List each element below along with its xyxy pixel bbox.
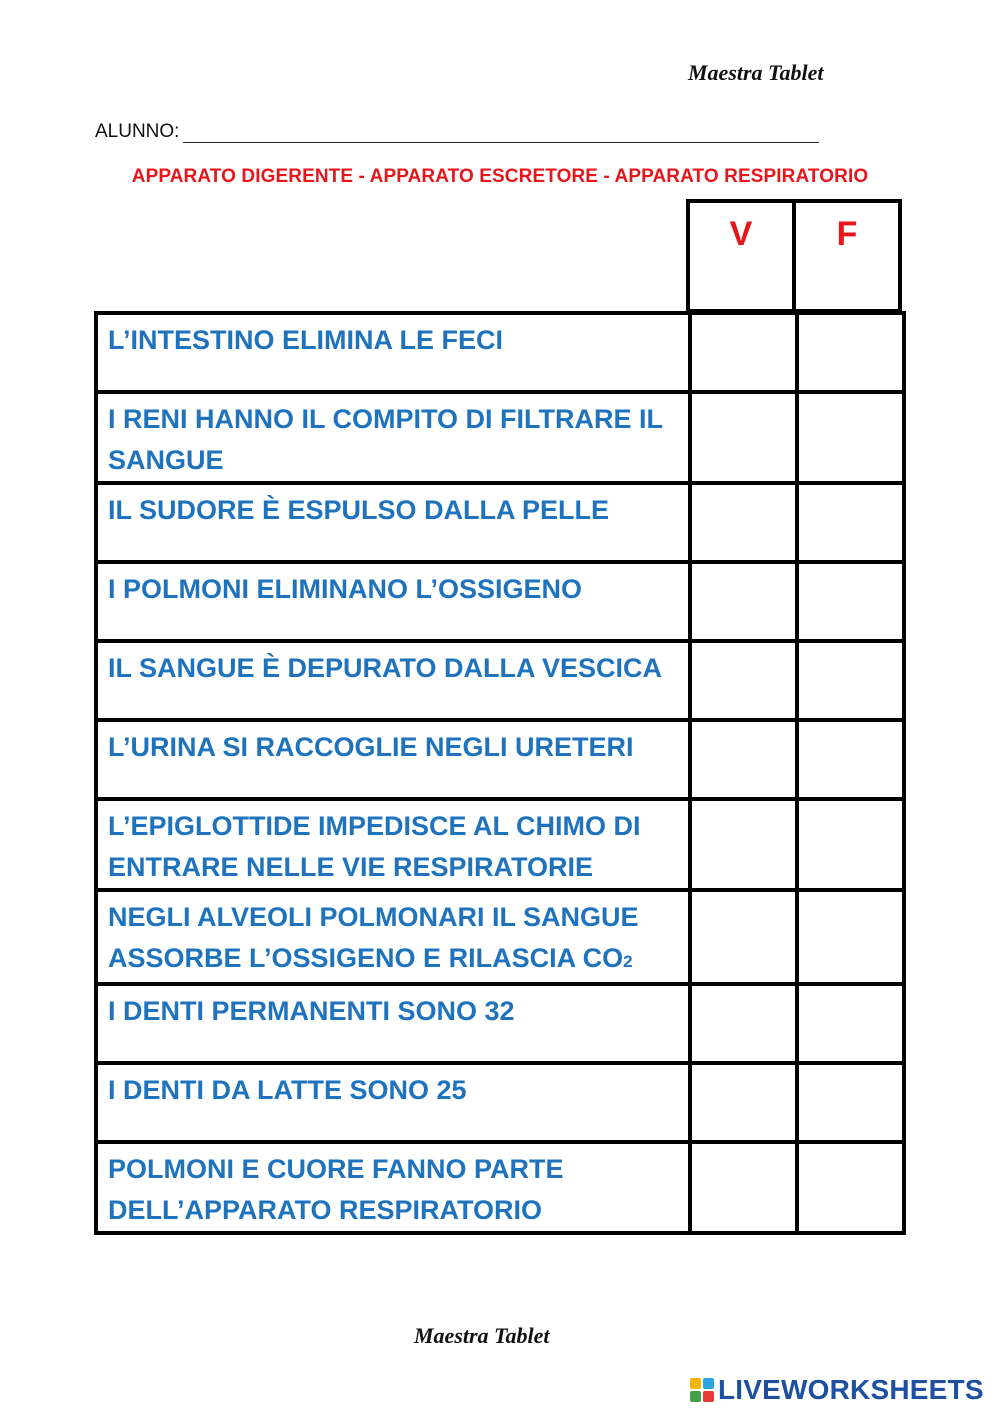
statement-text: NEGLI ALVEOLI POLMONARI IL SANGUE ASSORBE L’OSSIGENO E RILASCIA CO <box>108 902 639 973</box>
answer-true-cell[interactable] <box>690 641 797 720</box>
answer-false-cell[interactable] <box>797 890 904 984</box>
table-row <box>96 641 904 720</box>
co2-subscript: 2 <box>623 952 633 971</box>
answer-false-cell[interactable] <box>797 1142 904 1233</box>
statement-text: L’EPIGLOTTIDE IMPEDISCE AL CHIMO DI ENTRARE NELLE VIE RESPIRATORIE <box>96 799 690 890</box>
true-false-table <box>94 311 906 1235</box>
statement-text: L’URINA SI RACCOGLIE NEGLI URETERI <box>96 720 690 799</box>
answer-false-cell[interactable] <box>797 313 904 392</box>
answer-false-cell[interactable] <box>797 720 904 799</box>
table-row <box>96 313 904 392</box>
false-header: F <box>792 203 898 309</box>
brand-header: Maestra Tablet <box>688 60 824 85</box>
statement-text: I DENTI PERMANENTI SONO 32 <box>96 984 690 1063</box>
student-name-blank[interactable] <box>183 124 819 143</box>
answer-true-cell[interactable] <box>690 562 797 641</box>
answer-true-cell[interactable] <box>690 799 797 890</box>
table-row <box>96 799 904 890</box>
table-row <box>96 984 904 1063</box>
liveworksheets-logo-icon <box>690 1378 714 1402</box>
answer-true-cell[interactable] <box>690 1142 797 1233</box>
statement-text: POLMONI E CUORE FANNO PARTE DELL’APPARATO RESPIRATORIO <box>96 1142 690 1233</box>
table-row <box>96 392 904 483</box>
true-false-header <box>686 199 902 313</box>
statement-text: I DENTI DA LATTE SONO 25 <box>96 1063 690 1142</box>
answer-false-cell[interactable] <box>797 392 904 483</box>
table-row <box>96 483 904 562</box>
table-row <box>96 562 904 641</box>
answer-true-cell[interactable] <box>690 720 797 799</box>
statement-text: IL SUDORE È ESPULSO DALLA PELLE <box>96 483 690 562</box>
statement-text: I RENI HANNO IL COMPITO DI FILTRARE IL SANGUE <box>96 392 690 483</box>
student-label: ALUNNO: <box>95 121 180 142</box>
answer-false-cell[interactable] <box>797 1063 904 1142</box>
answer-true-cell[interactable] <box>690 890 797 984</box>
answer-false-cell[interactable] <box>797 483 904 562</box>
answer-true-cell[interactable] <box>690 392 797 483</box>
statement-text: IL SANGUE È DEPURATO DALLA VESCICA <box>96 641 690 720</box>
table-row <box>96 890 904 984</box>
answer-true-cell[interactable] <box>690 313 797 392</box>
statement-text: L’INTESTINO ELIMINA LE FECI <box>96 313 690 392</box>
statement-text-co2 <box>96 890 690 984</box>
answer-false-cell[interactable] <box>797 641 904 720</box>
answer-false-cell[interactable] <box>797 562 904 641</box>
answer-true-cell[interactable] <box>690 984 797 1063</box>
student-name-row <box>95 121 819 143</box>
answer-false-cell[interactable] <box>797 799 904 890</box>
brand-footer: Maestra Tablet <box>414 1323 550 1348</box>
liveworksheets-watermark <box>690 1374 984 1406</box>
table-row <box>96 720 904 799</box>
answer-true-cell[interactable] <box>690 1063 797 1142</box>
statement-text: I POLMONI ELIMINANO L’OSSIGENO <box>96 562 690 641</box>
answer-false-cell[interactable] <box>797 984 904 1063</box>
table-row <box>96 1063 904 1142</box>
liveworksheets-text: LIVEWORKSHEETS <box>718 1374 984 1405</box>
worksheet-subtitle: APPARATO DIGERENTE - APPARATO ESCRETORE - APPARATO RESPIRATORIO <box>131 166 869 187</box>
table-row <box>96 1142 904 1233</box>
answer-true-cell[interactable] <box>690 483 797 562</box>
true-header: V <box>729 215 753 253</box>
